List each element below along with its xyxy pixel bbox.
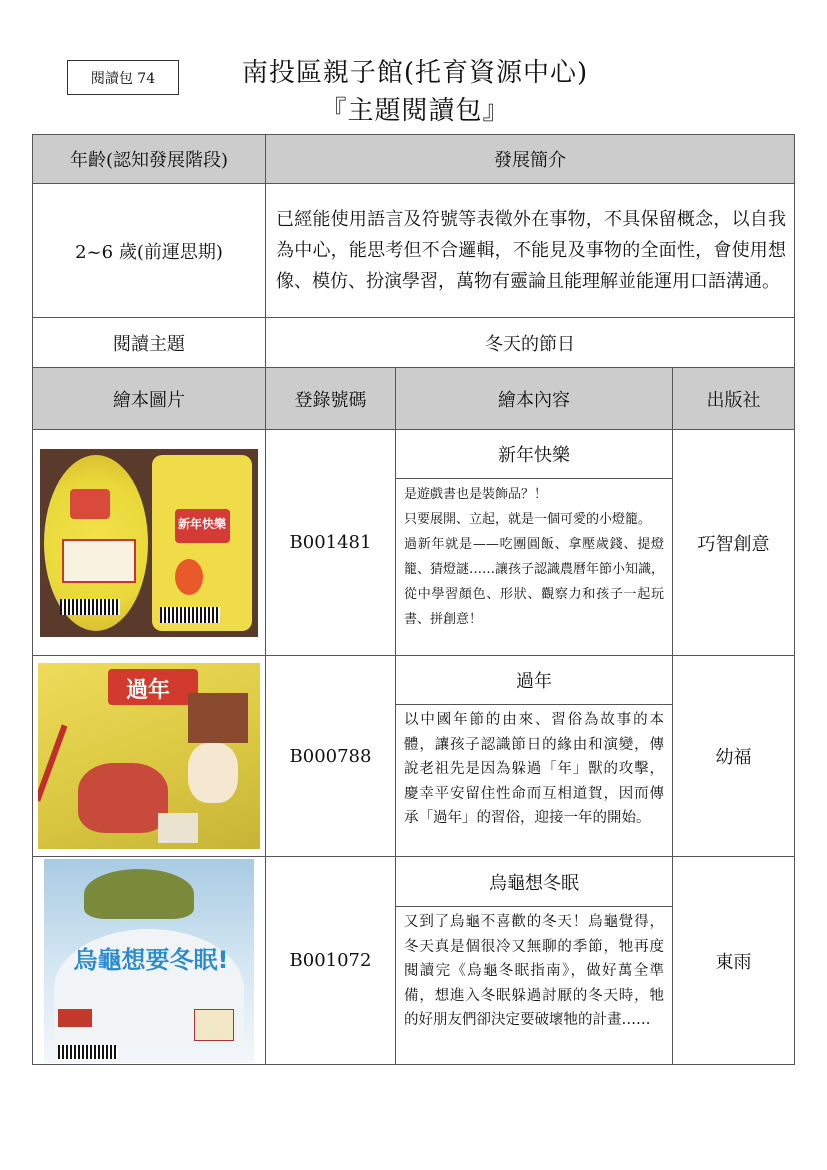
reg-no-header: 登錄號碼 bbox=[266, 368, 396, 430]
book-description bbox=[396, 705, 673, 857]
picture-header: 繪本圖片 bbox=[33, 368, 266, 430]
theme-value: 冬天的節日 bbox=[266, 318, 795, 368]
book-cover-cell bbox=[33, 656, 266, 857]
book-title: 新年快樂 bbox=[396, 430, 673, 479]
development-text: 已經能使用語言及符號等表徵外在事物，不具保留概念，以自我為中心，能思考但不合邏輯，不能見及事物的全面性，會使用想像、模仿、扮演學習，萬物有靈論且能理解並能運用口語溝通。 bbox=[266, 184, 795, 318]
book-cover-image bbox=[38, 663, 260, 849]
book-cover-title: 新年快樂 bbox=[178, 516, 227, 531]
book-cover-cell bbox=[33, 857, 266, 1065]
book-title: 過年 bbox=[396, 656, 673, 705]
book-publisher: 東雨 bbox=[673, 857, 795, 1065]
theme-label: 閱讀主題 bbox=[33, 318, 266, 368]
book-description-text: 以中國年節的由來、習俗為故事的本體，讓孩子認識節日的緣由和演變，傳說老祖先是因為躲過「年」獸的攻擊，慶幸平安留住性命而互相道賀，因而傳承「過年」的習俗，迎接一年的開始。 bbox=[404, 712, 664, 826]
book-publisher: 幼福 bbox=[673, 656, 795, 857]
book-title: 烏龜想冬眠 bbox=[396, 857, 673, 907]
book-cover-title: 過年 bbox=[126, 678, 171, 703]
reading-package-table bbox=[32, 134, 795, 1065]
reading-package-number: 閱讀包 74 bbox=[67, 60, 179, 95]
book-description-text: 是遊戲書也是裝飾品？！ 只要展開、立起，就是一個可愛的小燈籠。 過新年就是——吃團圓飯、拿壓歲錢、提燈籠、猜燈謎……讓孩子認識農曆年節小知識，從中學習顏色、形狀、觀察力和孩子一起玩書、拼創意！ bbox=[404, 487, 665, 627]
book-cover-image bbox=[44, 859, 254, 1063]
book-reg-no: B001481 bbox=[266, 430, 396, 656]
book-cover-title: 烏龜想要冬眠! bbox=[73, 945, 229, 974]
age-value: 2~6 歲(前運思期) bbox=[33, 184, 266, 318]
content-header: 繪本內容 bbox=[396, 368, 673, 430]
book-description bbox=[396, 907, 673, 1065]
book-description bbox=[396, 479, 673, 656]
book-cover-image bbox=[40, 449, 258, 637]
book-cover-cell bbox=[33, 430, 266, 656]
page-title: 南投區親子館(托育資源中心) bbox=[241, 58, 589, 88]
book-description-text: 又到了烏龜不喜歡的冬天！烏龜覺得，冬天真是個很冷又無聊的季節，牠再度閱讀完《烏龜冬眠指南》，做好萬全準備，想進入冬眠躲過討厭的冬天時，牠的好朋友們卻決定要破壞牠的計畫…… bbox=[404, 914, 664, 1028]
development-header: 發展簡介 bbox=[266, 135, 795, 184]
publisher-header: 出版社 bbox=[673, 368, 795, 430]
book-reg-no: B000788 bbox=[266, 656, 396, 857]
page-subtitle: 『主題閱讀包』 bbox=[320, 96, 510, 126]
book-publisher: 巧智創意 bbox=[673, 430, 795, 656]
age-header: 年齡(認知發展階段) bbox=[33, 135, 266, 184]
book-reg-no: B001072 bbox=[266, 857, 396, 1065]
